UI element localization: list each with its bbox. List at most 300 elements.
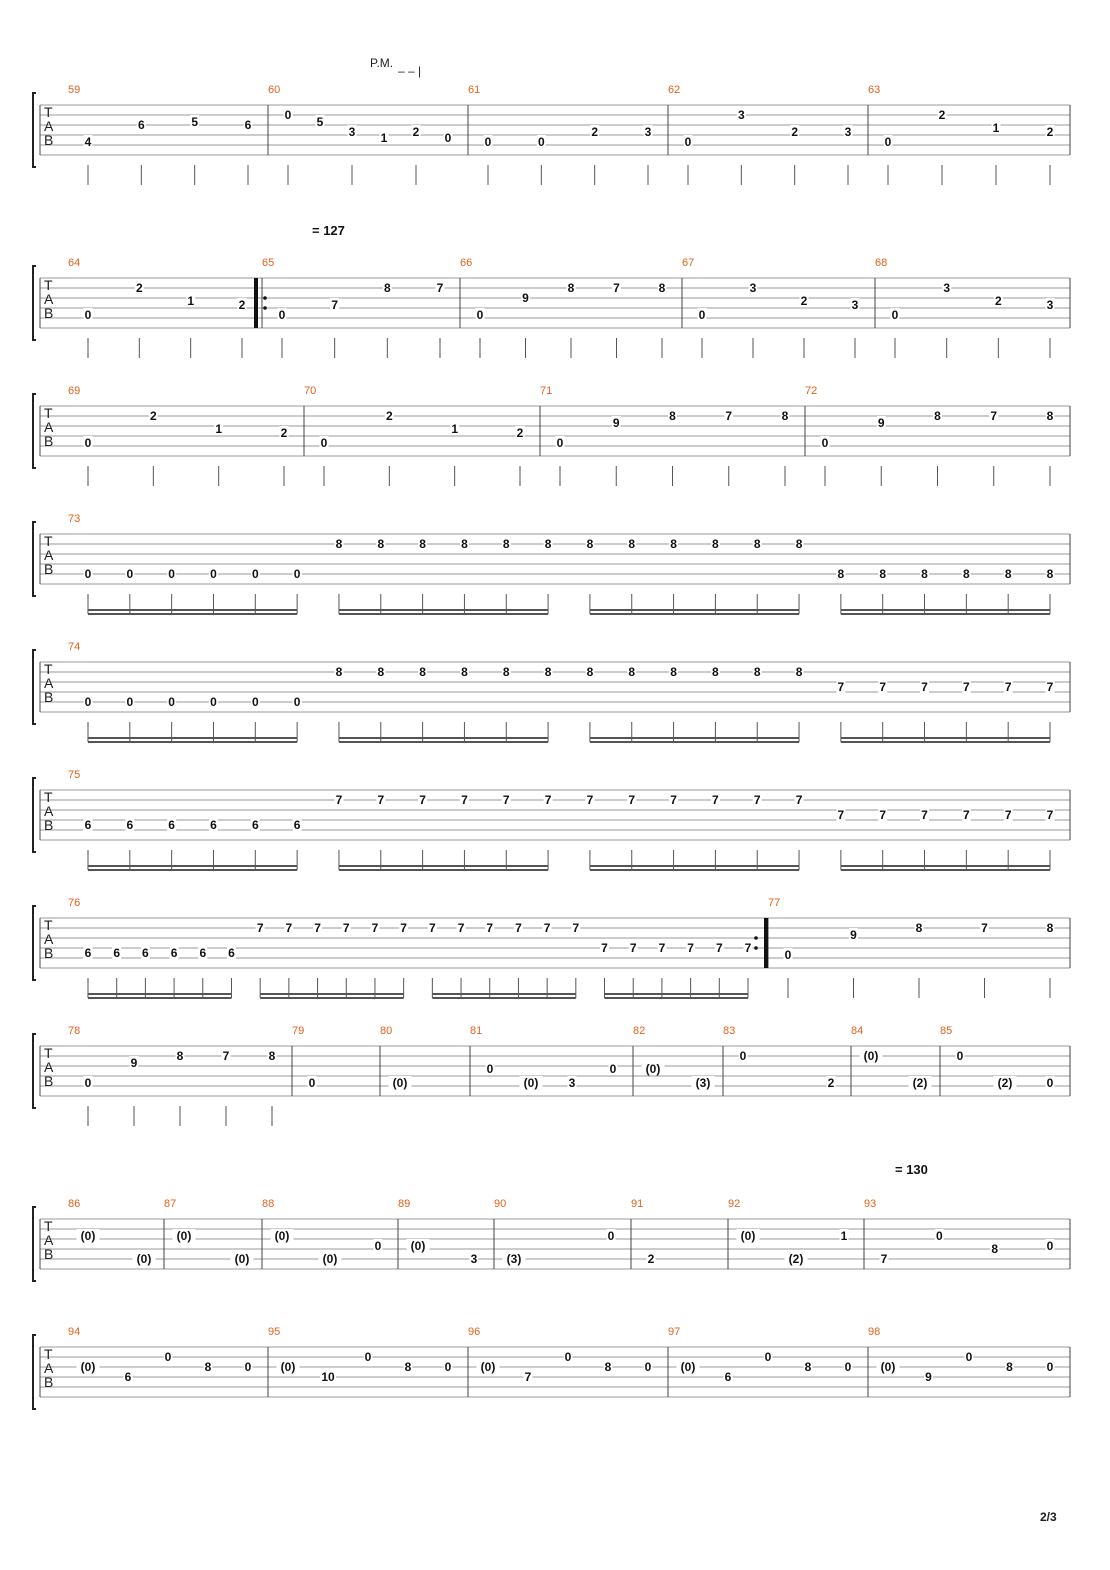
tab-clef-letter: B [44,1246,54,1262]
fret-number: 7 [879,808,887,822]
measure-number: 81 [470,1025,483,1037]
system-bracket [33,522,36,596]
fret-number: (0) [280,1360,296,1374]
measure-number: 72 [805,385,818,397]
fret-number: 0 [293,567,301,581]
fret-number: 2 [412,125,420,139]
fret-number: 8 [1006,1360,1013,1374]
measure-number: 83 [723,1025,736,1037]
fret-number: 3 [851,298,859,312]
fret-number: 2 [800,294,808,308]
tab-clef-letter: B [44,1374,54,1390]
fret-number: 0 [251,567,259,581]
fret-number: 0 [251,695,259,709]
fret-number: 7 [586,793,594,807]
tab-clef-letter: A [44,547,54,563]
fret-number: 2 [135,281,143,295]
fret-number: 3 [943,281,951,295]
measure-number: 78 [68,1025,81,1037]
fret-number: 8 [921,567,928,581]
fret-number: 7 [601,941,608,955]
tab-system [33,897,1070,998]
fret-number: 7 [795,793,803,807]
tab-clef-letter: A [44,419,54,435]
fret-number: 8 [586,537,594,551]
fret-number: 7 [515,921,522,935]
system-bracket [33,1335,36,1409]
fret-number: 0 [764,1350,772,1364]
fret-number: 8 [604,1360,612,1374]
fret-number: 6 [126,818,134,832]
fret-number: 7 [629,941,637,955]
measure-number: 86 [68,1198,81,1210]
tab-clef-letter: T [44,1218,53,1234]
tab-clef-letter: A [44,1059,54,1075]
fret-number: 9 [925,1370,932,1384]
fret-number: 0 [821,436,829,450]
measure-number: 98 [868,1326,881,1338]
fret-number: 0 [486,1062,494,1076]
measure-number: 60 [268,84,281,96]
fret-number: 6 [210,818,217,832]
tab-clef-letter: A [44,1360,54,1376]
fret-number: 7 [880,1252,888,1266]
tab-clef-letter: B [44,1073,54,1089]
tab-clef-letter: B [44,433,54,449]
fret-number: 6 [293,818,301,832]
measure-number: 77 [768,897,781,909]
tab-clef-letter: A [44,931,54,947]
fret-number: 8 [879,567,887,581]
fret-number: 0 [168,695,175,709]
fret-number: 6 [142,946,149,960]
system-bracket [33,778,36,852]
fret-number: 2 [149,409,157,423]
fret-number: 9 [130,1056,138,1070]
repeat-dot [754,946,758,950]
fret-number: 0 [126,567,134,581]
fret-number: 0 [84,567,92,581]
fret-number: 8 [502,665,510,679]
measure-number: 92 [728,1198,741,1210]
fret-number: 7 [377,793,385,807]
measure-number: 71 [540,385,553,397]
fret-number: (3) [506,1252,522,1266]
measure-number: 65 [262,257,275,269]
fret-number: 7 [429,921,436,935]
fret-number: (0) [392,1076,408,1090]
tab-clef-letter: T [44,917,53,933]
fret-number: 7 [335,793,343,807]
fret-number: 3 [568,1076,576,1090]
fret-number: 8 [781,409,789,423]
fret-number: 3 [644,125,652,139]
fret-number: (0) [740,1229,756,1243]
fret-number: 0 [84,1076,92,1090]
tempo-mark: = 127 [312,223,345,238]
fret-number: 9 [877,416,885,430]
fret-number: 0 [476,308,484,322]
fret-number: 0 [1046,1076,1054,1090]
fret-number: (0) [645,1062,661,1076]
fret-number: 0 [244,1360,252,1374]
fret-number: 7 [981,921,988,935]
fret-number: 9 [850,928,857,942]
fret-number: 0 [739,1049,747,1063]
fret-number: 3 [737,108,745,122]
fret-number: 0 [444,131,452,145]
fret-number: (0) [136,1252,152,1266]
repeat-dot [754,936,758,940]
fret-number: 6 [168,818,175,832]
measure-number: 79 [292,1025,305,1037]
fret-number: 1 [451,422,459,436]
fret-number: 7 [544,793,552,807]
fret-number: 0 [278,308,286,322]
repeat-end-bar [764,918,768,968]
fret-number: 0 [168,567,175,581]
measure-number: 96 [468,1326,481,1338]
fret-number: (0) [274,1229,290,1243]
fret-number: 7 [963,680,970,694]
tab-system [33,769,1070,870]
fret-number: 8 [377,537,385,551]
measure-number: 68 [875,257,888,269]
fret-number: (0) [863,1049,879,1063]
fret-number: 2 [280,426,288,440]
fret-number: 0 [644,1360,652,1374]
fret-number: 7 [613,281,620,295]
fret-number: (2) [997,1076,1013,1090]
fret-number: 8 [963,567,970,581]
measure-number: 59 [68,84,81,96]
measure-number: 61 [468,84,481,96]
fret-number: 0 [308,1076,316,1090]
fret-number: (0) [480,1360,496,1374]
fret-number: 8 [544,537,552,551]
system-bracket [33,1034,36,1108]
fret-number: 0 [84,308,92,322]
fret-number: 0 [374,1239,382,1253]
fret-number: 9 [612,416,620,430]
fret-number: 0 [1046,1360,1054,1374]
fret-number: 2 [1046,125,1054,139]
measure-number: 80 [380,1025,393,1037]
fret-number: 1 [215,422,223,436]
fret-number: 8 [176,1049,184,1063]
fret-number: 7 [502,793,510,807]
fret-number: (0) [523,1076,539,1090]
fret-number: 7 [744,941,752,955]
measure-number: 74 [68,641,81,653]
fret-number: 8 [461,537,468,551]
fret-number: 6 [228,946,235,960]
fret-number: 6 [84,818,92,832]
fret-number: 3 [470,1252,478,1266]
measure-number: 70 [304,385,317,397]
tab-system [33,385,1070,486]
fret-number: 8 [804,1360,812,1374]
fret-number: 6 [170,946,178,960]
measure-number: 91 [631,1198,644,1210]
measure-number: 88 [262,1198,275,1210]
fret-number: 2 [994,294,1002,308]
fret-number: (2) [912,1076,928,1090]
fret-number: 0 [444,1360,452,1374]
measure-number: 69 [68,385,81,397]
fret-number: 7 [524,1370,532,1384]
fret-number: 7 [712,793,719,807]
fret-number: 7 [1046,680,1054,694]
measure-number: 87 [164,1198,177,1210]
fret-number: 8 [1046,567,1054,581]
fret-number: (0) [322,1252,338,1266]
measure-number: 97 [668,1326,681,1338]
fret-number: 4 [84,135,92,149]
systems-layer [33,84,1070,1409]
fret-number: 0 [84,695,92,709]
tab-system [33,513,1070,614]
fret-number: 8 [404,1360,412,1374]
fret-number: 2 [385,409,393,423]
fret-number: 7 [990,409,998,423]
fret-number: (2) [788,1252,804,1266]
tab-clef-letter: B [44,305,54,321]
fret-number: 2 [791,125,799,139]
fret-number: 7 [543,921,551,935]
fret-number: 8 [753,665,761,679]
measure-number: 76 [68,897,81,909]
fret-number: 7 [921,808,928,822]
fret-number: 7 [342,921,350,935]
fret-number: 7 [1004,808,1012,822]
fret-number: 8 [544,665,552,679]
fret-number: (0) [410,1239,426,1253]
system-bracket [33,266,36,340]
fret-number: 1 [840,1229,848,1243]
fret-number: 0 [293,695,301,709]
tab-clef-letter: T [44,661,53,677]
fret-number: 0 [537,135,545,149]
measure-number: 82 [633,1025,646,1037]
measure-number: 89 [398,1198,411,1210]
fret-number: 0 [884,135,892,149]
measure-number: 85 [940,1025,953,1037]
fret-number: 3 [348,125,356,139]
fret-number: 2 [938,108,946,122]
fret-number: 8 [670,537,677,551]
fret-number: 8 [268,1049,276,1063]
fret-number: (0) [80,1360,96,1374]
measure-number: 90 [494,1198,507,1210]
fret-number: 8 [377,665,385,679]
fret-number: 7 [658,941,666,955]
tab-system [33,257,1070,358]
fret-number: 7 [457,921,465,935]
fret-number: 8 [335,665,343,679]
fret-number: 7 [222,1049,230,1063]
fret-number: 0 [965,1350,973,1364]
system-bracket [33,93,36,167]
tab-clef-letter: T [44,1346,53,1362]
fret-number: 7 [670,793,677,807]
tab-system [33,1326,1070,1409]
fret-number: 3 [1046,298,1054,312]
fret-number: 0 [126,695,134,709]
fret-number: 8 [628,537,636,551]
repeat-dot [263,296,267,300]
fret-number: 8 [670,665,677,679]
fret-number: 2 [827,1076,835,1090]
tab-clef-letter: A [44,1232,54,1248]
fret-number: 6 [199,946,207,960]
repeat-dot [263,306,267,310]
fret-number: 7 [725,409,733,423]
measure-number: 64 [68,257,81,269]
fret-number: 8 [795,537,803,551]
page-number: 2/3 [1040,1510,1057,1524]
tab-clef-letter: T [44,405,53,421]
fret-number: 7 [837,808,845,822]
fret-number: 7 [687,941,694,955]
fret-number: 8 [712,665,719,679]
measure-number: 94 [68,1326,81,1338]
fret-number: 0 [320,436,328,450]
fret-number: 7 [753,793,761,807]
measure-number: 95 [268,1326,281,1338]
fret-number: 7 [400,921,407,935]
fret-number: 8 [1046,921,1054,935]
fret-number: 6 [244,118,252,132]
measure-number: 84 [851,1025,864,1037]
fret-number: 3 [749,281,757,295]
fret-number: 0 [1046,1239,1054,1253]
tab-clef-letter: T [44,1045,53,1061]
fret-number: 7 [879,680,887,694]
tab-clef-letter: T [44,104,53,120]
fret-number: 8 [795,665,803,679]
fret-number: 8 [1046,409,1054,423]
fret-number: 7 [436,281,444,295]
fret-number: 1 [992,121,1000,135]
fret-number: 2 [647,1252,655,1266]
fret-number: 6 [124,1370,132,1384]
fret-number: 2 [238,298,246,312]
palm-mute-label: P.M. [370,56,394,70]
tab-system [33,84,1070,185]
fret-number: 0 [891,308,899,322]
fret-number: 8 [204,1360,212,1374]
fret-number: 0 [564,1350,572,1364]
fret-number: 0 [84,436,92,450]
fret-number: 8 [335,537,343,551]
fret-number: 8 [628,665,636,679]
system-bracket [33,906,36,980]
fret-number: 0 [956,1049,964,1063]
fret-number: 7 [419,793,426,807]
fret-number: 8 [669,409,676,423]
fret-number: 7 [628,793,636,807]
fret-number: 2 [591,125,599,139]
measure-number: 93 [864,1198,877,1210]
fret-number: 8 [567,281,575,295]
palm-mute-extent: – – | [398,64,422,78]
fret-number: 7 [371,921,379,935]
repeat-start-bar [254,278,258,328]
measure-number: 63 [868,84,881,96]
fret-number: 6 [84,946,92,960]
fret-number: 7 [285,921,293,935]
fret-number: 7 [486,921,494,935]
fret-number: 0 [364,1350,372,1364]
fret-number: 0 [284,108,292,122]
fret-number: 7 [921,680,928,694]
measure-number: 73 [68,513,81,525]
fret-number: 0 [784,948,792,962]
tab-system [33,641,1070,742]
fret-number: 3 [844,125,852,139]
fret-number: 5 [191,115,199,129]
tab-system [33,1198,1070,1281]
fret-number: 8 [915,921,923,935]
fret-number: 6 [137,118,145,132]
fret-number: 7 [256,921,264,935]
fret-number: 7 [314,921,321,935]
fret-number: 8 [753,537,761,551]
system-bracket [33,1207,36,1281]
tab-clef-letter: B [44,817,54,833]
fret-number: 0 [935,1229,943,1243]
fret-number: 7 [1004,680,1012,694]
fret-number: 8 [837,567,845,581]
fret-number: 8 [419,665,426,679]
measure-number: 62 [668,84,681,96]
measure-number: 67 [682,257,695,269]
tab-system [33,1025,1070,1126]
fret-number: 7 [837,680,845,694]
fret-number: 1 [187,294,195,308]
fret-number: 0 [698,308,706,322]
tab-clef-letter: B [44,689,54,705]
fret-number: (0) [234,1252,250,1266]
fret-number: (0) [80,1229,96,1243]
fret-number: 7 [963,808,970,822]
fret-number: 6 [113,946,121,960]
fret-number: 1 [380,131,388,145]
fret-number: 6 [724,1370,732,1384]
tab-clef-letter: T [44,277,53,293]
fret-number: 7 [461,793,468,807]
fret-number: 10 [321,1370,335,1384]
tab-clef-letter: B [44,945,54,961]
system-bracket [33,650,36,724]
fret-number: 7 [1046,808,1054,822]
tab-clef-letter: A [44,118,54,134]
tab-clef-letter: A [44,803,54,819]
fret-number: 8 [586,665,594,679]
fret-number: (0) [176,1229,192,1243]
fret-number: 7 [331,298,339,312]
tab-clef-letter: B [44,561,54,577]
fret-number: 8 [658,281,666,295]
fret-number: 0 [556,436,564,450]
fret-number: 0 [844,1360,852,1374]
fret-number: 8 [991,1242,999,1256]
system-bracket [33,394,36,468]
tempo-mark: = 130 [895,1162,928,1177]
fret-number: (0) [680,1360,696,1374]
fret-number: 8 [419,537,426,551]
